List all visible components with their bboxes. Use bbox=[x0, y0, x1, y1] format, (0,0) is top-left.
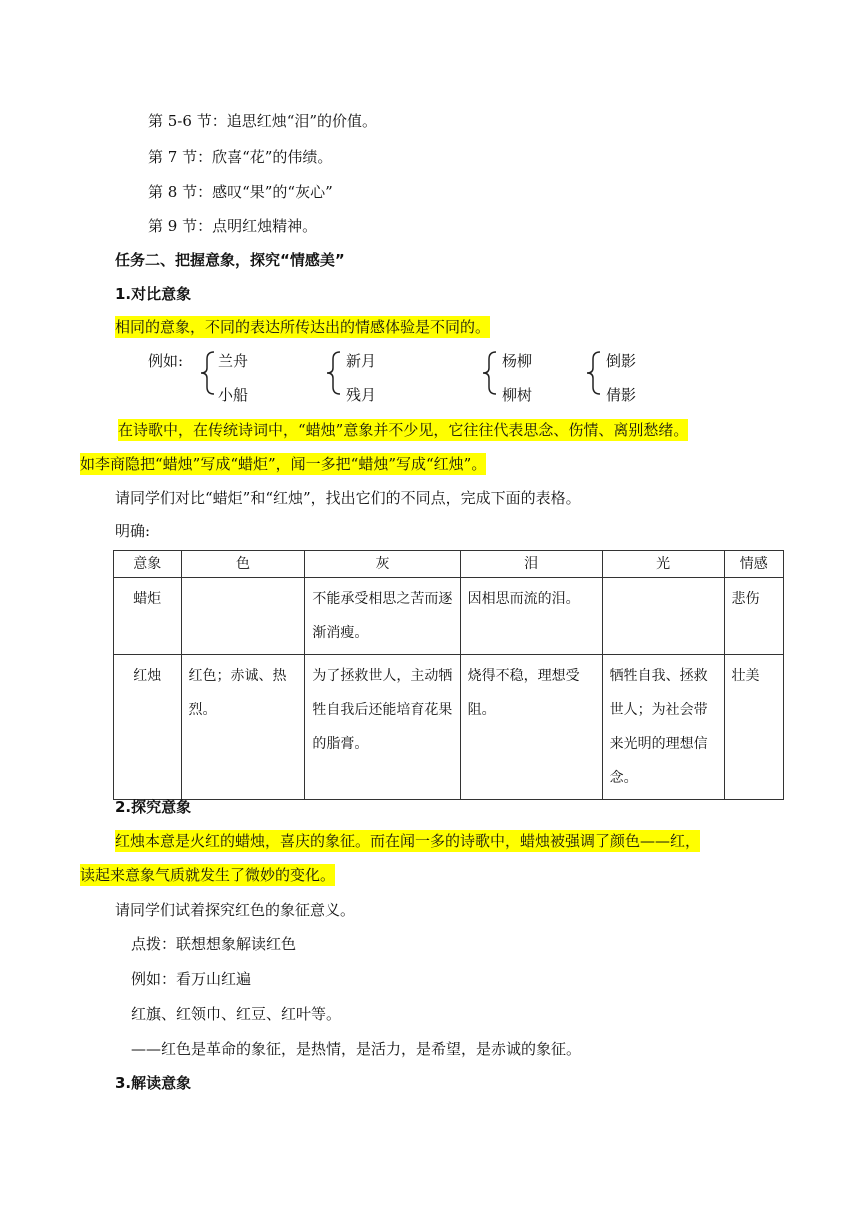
table-cell: 烧得不稳，理想受阻。 bbox=[460, 655, 602, 800]
section2-highlight-line-2: 读起来意象气质就发生了微妙的变化。 bbox=[80, 866, 336, 884]
table-header-cell: 情感 bbox=[724, 551, 783, 578]
section1-highlight-line-2: 如李商隐把“蜡烛”写成“蜡炬”，闻一多把“蜡烛”写成“红烛”。 bbox=[80, 455, 487, 473]
section2-example: 例如：看万山红遍 bbox=[131, 970, 252, 988]
section2-list: 红旗、红领巾、红豆、红叶等。 bbox=[131, 1005, 342, 1023]
outline-line-3: 第 8 节：感叹“果”的“灰心” bbox=[148, 183, 333, 201]
section1-highlight: 相同的意象，不同的表达所传达出的情感体验是不同的。 bbox=[115, 318, 491, 336]
table-header-cell: 灰 bbox=[305, 551, 460, 578]
pair-3-b: 柳树 bbox=[502, 386, 533, 404]
pair-4-a: 倒影 bbox=[606, 352, 637, 370]
outline-line-2: 第 7 节：欣喜“花”的伟绩。 bbox=[148, 148, 333, 166]
pair-1-a: 兰舟 bbox=[218, 352, 249, 370]
table-cell: 不能承受相思之苦而逐渐消瘦。 bbox=[305, 578, 460, 655]
clarify-label: 明确: bbox=[115, 522, 151, 540]
table-cell: 红烛 bbox=[114, 655, 182, 800]
section3-heading: 3.解读意象 bbox=[115, 1074, 192, 1092]
section2-prompt: 请同学们试着探究红色的象征意义。 bbox=[115, 901, 356, 919]
brace-icon bbox=[198, 350, 216, 396]
example-label: 例如: bbox=[148, 352, 184, 370]
section1-highlight-line-1: 在诗歌中，在传统诗词中，“蜡烛”意象并不少见，它往往代表思念、伤情、离别愁绪。 bbox=[118, 421, 689, 439]
brace-icon bbox=[480, 350, 498, 396]
table-header-cell: 光 bbox=[602, 551, 724, 578]
pair-2-b: 残月 bbox=[346, 386, 377, 404]
table-cell: 蜡炬 bbox=[114, 578, 182, 655]
section2-highlight-line-1: 红烛本意是火红的蜡烛，喜庆的象征。而在闻一多的诗歌中，蜡烛被强调了颜色——红， bbox=[115, 832, 701, 850]
pair-2-a: 新月 bbox=[346, 352, 377, 370]
table-cell: 悲伤 bbox=[724, 578, 783, 655]
outline-line-1: 第 5-6 节：追思红烛“泪”的价值。 bbox=[148, 112, 378, 130]
table-header-cell: 色 bbox=[181, 551, 305, 578]
table-cell: 红色；赤诚、热烈。 bbox=[181, 655, 305, 800]
comparison-table bbox=[113, 550, 784, 800]
section2-conclusion: ——红色是革命的象征，是热情，是活力，是希望，是赤诚的象征。 bbox=[131, 1040, 582, 1058]
table-cell bbox=[602, 578, 724, 655]
section2-hint: 点拨：联想想象解读红色 bbox=[131, 935, 297, 953]
outline-line-4: 第 9 节：点明红烛精神。 bbox=[148, 217, 318, 235]
table-cell: 壮美 bbox=[724, 655, 783, 800]
table-cell: 因相思而流的泪。 bbox=[460, 578, 602, 655]
table-cell bbox=[181, 578, 305, 655]
table-cell: 为了拯救世人，主动牺牲自我后还能培育花果的脂膏。 bbox=[305, 655, 460, 800]
table-cell: 牺牲自我、拯救世人；为社会带来光明的理想信念。 bbox=[602, 655, 724, 800]
table-row bbox=[114, 578, 784, 655]
section2-heading: 2.探究意象 bbox=[115, 798, 192, 816]
pair-3-a: 杨柳 bbox=[502, 352, 533, 370]
task2-heading: 任务二、把握意象，探究“情感美” bbox=[115, 251, 345, 269]
section1-heading: 1.对比意象 bbox=[115, 285, 192, 303]
pair-4-b: 倩影 bbox=[606, 386, 637, 404]
table-header-cell: 泪 bbox=[460, 551, 602, 578]
table-row bbox=[114, 655, 784, 800]
pair-1-b: 小船 bbox=[218, 386, 249, 404]
table-header-row bbox=[114, 551, 784, 578]
table-header-cell: 意象 bbox=[114, 551, 182, 578]
brace-icon bbox=[584, 350, 602, 396]
brace-icon bbox=[324, 350, 342, 396]
section1-prompt: 请同学们对比“蜡炬”和“红烛”，找出它们的不同点，完成下面的表格。 bbox=[115, 489, 581, 507]
